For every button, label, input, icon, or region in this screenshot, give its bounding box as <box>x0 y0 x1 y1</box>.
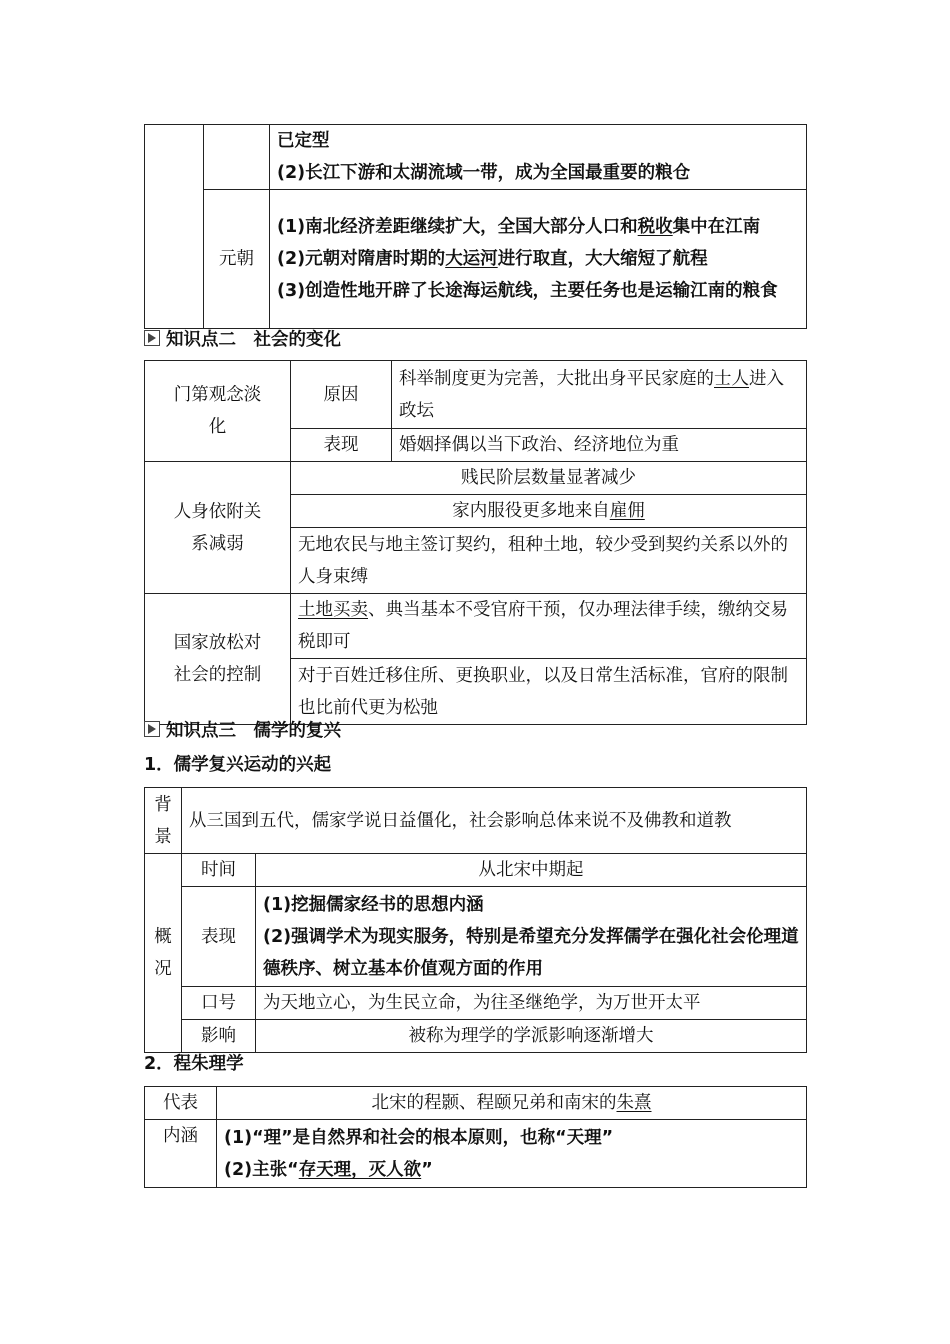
section-2-heading: 2．程朱理学 <box>144 1054 244 1074</box>
representative-label: 代表 <box>145 1087 217 1120</box>
text-line: (2)主张“存天理，灭人欲” <box>224 1159 433 1180</box>
table-confucian-revival <box>144 787 807 1053</box>
impact-label: 影响 <box>182 1020 256 1053</box>
content-cell: 贱民阶层数量显著减少 <box>291 462 807 495</box>
yuan-content <box>270 190 807 329</box>
yuan-label: 元朝 <box>204 190 270 329</box>
triangle-marker-icon <box>144 330 160 346</box>
content-cell: 土地买卖、典当基本不受官府干预，仅办理法律手续，缴纳交易税即可 <box>291 594 807 659</box>
empty-cell <box>204 125 270 190</box>
empty-cell <box>145 125 204 329</box>
overview-label: 概况 <box>145 854 182 1053</box>
content-cell: 家内服役更多地来自雇佣 <box>291 495 807 528</box>
show-label: 表现 <box>291 429 392 462</box>
knowledge-point-3-heading: 知识点三 儒学的复兴 <box>144 719 341 743</box>
time-label: 时间 <box>182 854 256 887</box>
knowledge-point-2-heading: 知识点二 社会的变化 <box>144 328 341 352</box>
text-line: (1)挖掘儒家经书的思想内涵 <box>263 894 484 915</box>
impact-content: 被称为理学的学派影响逐渐增大 <box>256 1020 807 1053</box>
text-line: (1)“理”是自然界和社会的根本原则，也称“天理” <box>224 1127 614 1148</box>
section-1-heading: 1．儒学复兴运动的兴起 <box>144 755 332 775</box>
reason-content: 科举制度更为完善，大批出身平民家庭的士人进入政坛 <box>392 361 807 429</box>
representative-content: 北宋的程颢、程颐兄弟和南宋的朱熹 <box>217 1087 807 1120</box>
connotation-label: 内涵 <box>145 1120 217 1188</box>
show-content: 婚姻择偶以当下政治、经济地位为重 <box>392 429 807 462</box>
group-label: 国家放松对社会的控制 <box>145 594 291 725</box>
content-cell: 无地农民与地主签订契约，租种土地，较少受到契约关系以外的人身束缚 <box>291 528 807 594</box>
text-line: (1)南北经济差距继续扩大，全国大部分人口和税收集中在江南 <box>277 217 761 237</box>
performance-content <box>256 887 807 987</box>
triangle-marker-icon <box>144 721 160 737</box>
text-line: (3)创造性地开辟了长途海运航线，主要任务也是运输江南的粮食 <box>277 281 778 301</box>
time-content: 从北宋中期起 <box>256 854 807 887</box>
group-label: 门第观念淡化 <box>145 361 291 462</box>
reason-label: 原因 <box>291 361 392 429</box>
song-economy-cell <box>270 125 807 190</box>
background-content: 从三国到五代，儒家学说日益僵化，社会影响总体来说不及佛教和道教 <box>182 788 807 854</box>
text-line: 已定型 <box>277 131 330 151</box>
content-cell: 对于百姓迁移住所、更换职业，以及日常生活标准，官府的限制也比前代更为松弛 <box>291 659 807 725</box>
slogan-content: 为天地立心，为生民立命，为往圣继绝学，为万世开太平 <box>256 987 807 1020</box>
slogan-label: 口号 <box>182 987 256 1020</box>
text-line: (2)元朝对隋唐时期的大运河进行取直，大大缩短了航程 <box>277 249 708 269</box>
connotation-content <box>217 1120 807 1188</box>
performance-label: 表现 <box>182 887 256 987</box>
text-line: (2)强调学术为现实服务，特别是希望充分发挥儒学在强化社会伦理道德秩序、树立基本价值观方面的作用 <box>263 926 799 979</box>
background-label: 背景 <box>145 788 182 854</box>
text-line: (2)长江下游和太湖流域一带，成为全国最重要的粮仓 <box>277 163 691 183</box>
group-label: 人身依附关系减弱 <box>145 462 291 594</box>
table-cheng-zhu <box>144 1086 807 1188</box>
table-social-change <box>144 360 807 725</box>
table-economy-continued <box>144 124 807 329</box>
